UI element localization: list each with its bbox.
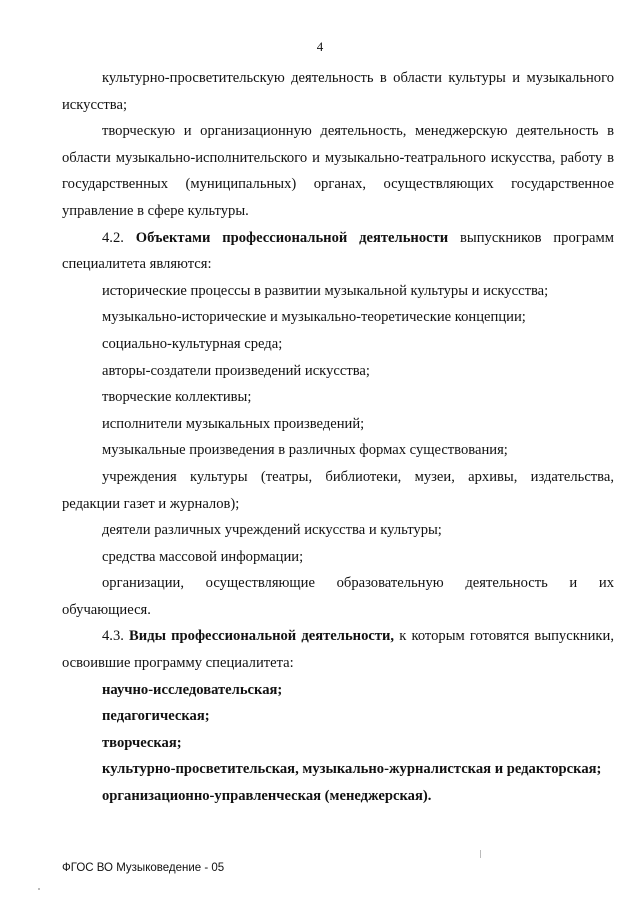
page-number: 4 <box>316 39 324 54</box>
section-4-3-heading <box>62 623 614 676</box>
list-item: деятели различных учреждений искусства и культуры; <box>102 522 442 539</box>
list-item: социально-культурная среда; <box>102 335 283 352</box>
section-4-3-rest: к которым готовятся выпускники, освоившие программу специалитета: <box>62 628 614 672</box>
section-4-2-bold-text: Объектами профессиональной деятельности <box>135 229 449 246</box>
list-item: исполнители музыкальных произведений; <box>102 415 365 432</box>
list-item: творческие коллективы; <box>102 389 252 406</box>
document-body <box>62 65 614 810</box>
activity-type-item: организационно-управленческая (менеджерская). <box>102 788 432 805</box>
section-4-2-rest: выпускников программ специалитета являются: <box>62 229 614 273</box>
section-4-2-heading <box>62 225 614 278</box>
list-item: музыкально-исторические и музыкально-теоретические концепции; <box>102 309 526 326</box>
list-item: авторы-создатели произведений искусства; <box>102 362 370 379</box>
activity-type-item: научно-исследовательская; <box>102 681 283 698</box>
scan-speck <box>38 888 40 890</box>
paragraph-creative-organizational: творческую и организационную деятельность, менеджерскую деятельность в области музыкально-исполнительского и музыкально-театрального искусства, работу в государственных (муниципальных) органах, осуществляющих государственное управление в сфере культуры. <box>62 123 614 219</box>
section-4-2-number: 4.2. <box>102 229 124 246</box>
list-item: организации, осуществляющие образовательную деятельность и их обучающиеся. <box>62 575 614 618</box>
list-item: средства массовой информации; <box>102 548 304 565</box>
scan-speck <box>480 850 481 858</box>
activity-type-item: творческая; <box>102 734 182 751</box>
paragraph-cultural-educational: культурно-просветительскую деятельность в области культуры и музыкального искусства; <box>62 70 614 113</box>
activity-type-item: педагогическая; <box>102 708 210 725</box>
section-4-3-bold-text: Виды профессиональной деятельности, <box>129 628 395 645</box>
list-item: музыкальные произведения в различных формах существования; <box>102 442 508 459</box>
document-footer: ФГОС ВО Музыковедение - 05 <box>62 862 225 874</box>
section-4-3-number: 4.3. <box>102 628 124 645</box>
list-item: учреждения культуры (театры, библиотеки, музеи, архивы, издательства, редакции газет и журналов); <box>62 468 614 512</box>
activity-type-item: культурно-просветительская, музыкально-журналистская и редакторская; <box>102 761 602 778</box>
list-item: исторические процессы в развитии музыкальной культуры и искусства; <box>102 282 549 299</box>
